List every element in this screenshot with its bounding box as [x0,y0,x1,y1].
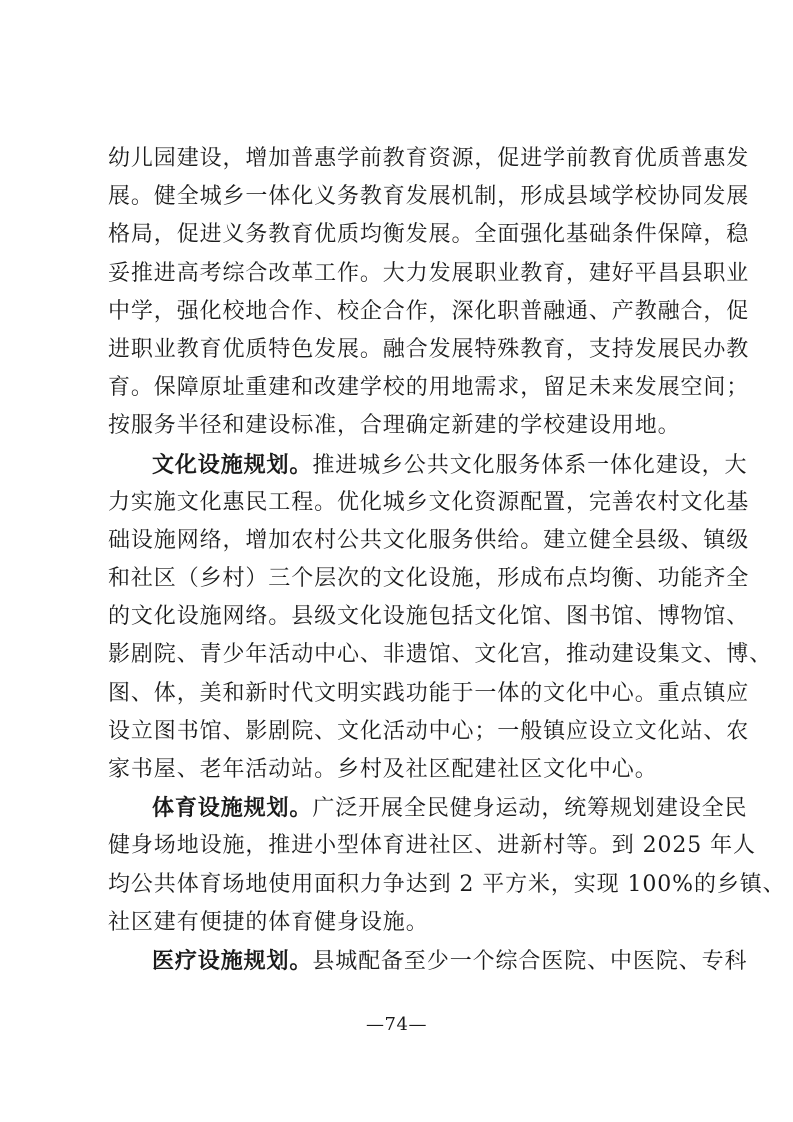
paragraph-first-line [108,942,748,980]
paragraph-line-rest: 县城配备至少一个综合医院、中医院、专科 [312,948,748,974]
paragraph-first-line [108,446,748,484]
paragraph-line: 妥推进高考综合改革工作。大力发展职业教育，建好平昌县职业 [108,260,750,286]
paragraph-line: 设立图书馆、影剧院、文化活动中心；一般镇应设立文化站、农 [108,718,750,744]
paragraph-line: 影剧院、青少年活动中心、非遗馆、文化宫，推动建设集文、博、 [108,642,773,668]
section-heading-medical: 医疗设施规划。 [152,947,313,974]
paragraph-line: 育。保障原址重建和改建学校的用地需求，留足未来发展空间； [108,375,750,401]
paragraph-line: 健身场地设施，推进小型体育进社区、进新村等。到 2025 年人 [108,833,756,859]
paragraph-line-rest: 广泛开展全民健身运动，统筹规划建设全民 [312,796,748,822]
paragraph-line: 社区建有便捷的体育健身设施。 [108,909,429,935]
paragraph-line: 和社区（乡村）三个层次的文化设施，形成布点均衡、功能齐全 [108,566,750,592]
paragraph-line: 展。健全城乡一体化义务教育发展机制，形成县域学校协同发展 [108,184,750,210]
body-text [108,140,786,980]
paragraph-line: 图、体，美和新时代文明实践功能于一体的文化中心。重点镇应 [108,680,750,706]
paragraph-line: 础设施网络，增加农村公共文化服务供给。建立健全县级、镇级 [108,527,750,553]
paragraph-line: 家书屋、老年活动站。乡村及社区配建社区文化中心。 [108,757,658,782]
paragraph-line: 进职业教育优质特色发展。融合发展特殊教育，支持发展民办教 [108,336,750,362]
section-heading-culture: 文化设施规划。 [152,451,313,478]
paragraph-line: 按服务半径和建设标准，合理确定新建的学校建设用地。 [108,413,681,439]
paragraph-line: 幼儿园建设，增加普惠学前教育资源，促进学前教育优质普惠发 [108,146,750,171]
paragraph-line: 格局，促进义务教育优质均衡发展。全面强化基础条件保障，稳 [108,222,750,248]
paragraph-line: 中学，强化校地合作、校企合作，深化职普融通、产教融合，促 [108,298,750,324]
paragraph-line-rest: 推进城乡公共文化服务体系一体化建设，大 [312,452,748,478]
page-number: —74— [366,1014,427,1035]
paragraph-line: 的文化设施网络。县级文化设施包括文化馆、图书馆、博物馆、 [108,604,750,630]
paragraph-first-line [108,789,748,827]
paragraph-line: 均公共体育场地使用面积力争达到 2 平方米，实现 100%的乡镇、 [108,871,786,897]
paragraph-line: 力实施文化惠民工程。优化城乡文化资源配置，完善农村文化基 [108,489,750,515]
section-heading-sports: 体育设施规划。 [152,795,313,822]
